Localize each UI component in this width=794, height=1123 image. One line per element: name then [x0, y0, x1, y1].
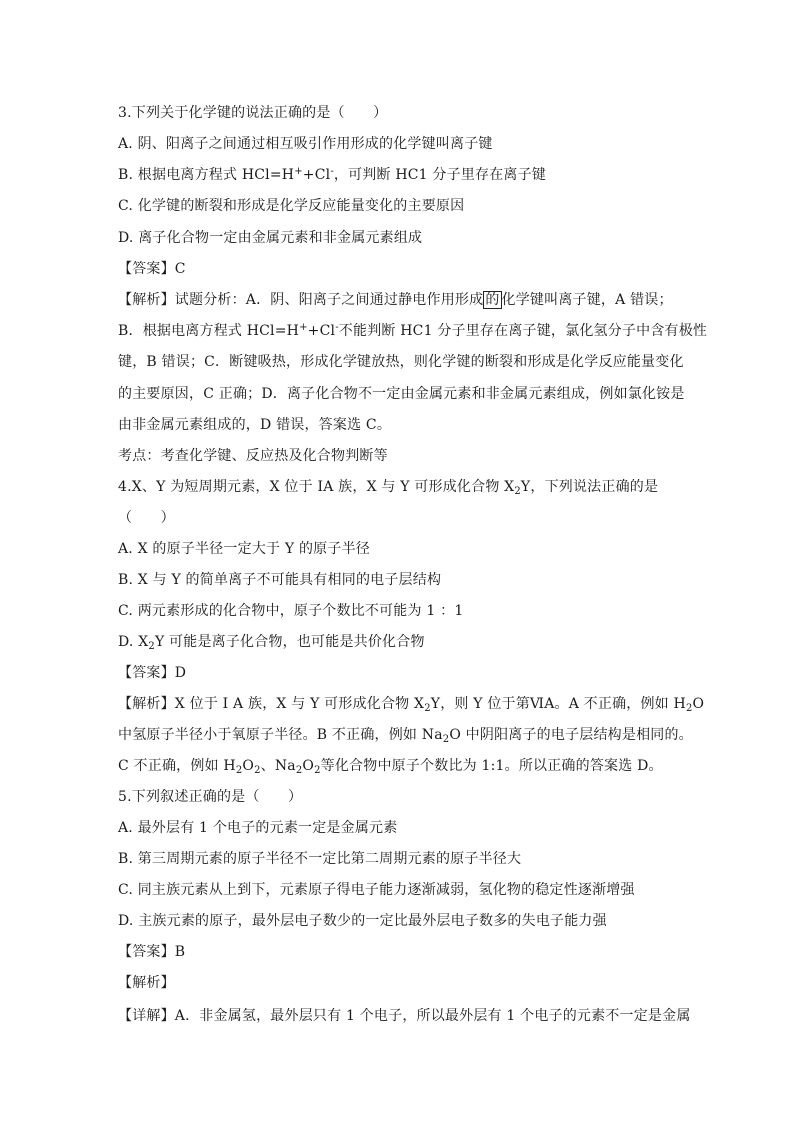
- q5-option-d: D. 主族元素的原子，最外层电子数少的一定比最外层电子数多的失电子能力强: [118, 913, 607, 929]
- q5-answer: 【答案】B: [118, 944, 186, 960]
- q4-analysis-line-3: C 不正确，例如 $H_2O_2$、$Na_2O_2$等化合物中原子个数比为 1:1。所以正确的答案选 D。: [118, 758, 663, 776]
- q3-analysis-line-4: 的主要原因，C 正确；D．离子化合物不一定由金属元素和非金属元素组成，例如氯化铵是: [118, 386, 685, 402]
- q4-option-b: B. X 与 Y 的简单离子不可能具有相同的电子层结构: [118, 572, 442, 588]
- q3-analysis-line-5: 由非金属元素组成的，D 错误，答案选 C。: [118, 417, 392, 433]
- q4-stem: 4.X、Y 为短周期元素，X 位于 IA 族，X 与 Y 可形成化合物 $X_2Y$，下列说法正确的是: [118, 479, 659, 497]
- q3-option-c: C. 化学键的断裂和形成是化学反应能量变化的主要原因: [118, 198, 465, 214]
- q4-option-d: D. $X_2Y$ 可能是离子化合物，也可能是共价化合物: [118, 634, 425, 652]
- boxed-character: 的: [485, 292, 500, 308]
- q3-analysis-line-2: B．根据电离方程式 HCl=H++Cl-不能判断 HC1 分子里存在离子键，氯化氢分子中含有极性: [118, 322, 708, 339]
- q3-analysis-line-3: 键，B 错误；C．断键吸热，形成化学键放热，则化学键的断裂和形成是化学反应能量变化: [118, 354, 684, 370]
- q4-analysis-line-1: 【解析】X 位于 I A 族，X 与 Y 可形成化合物 $X_2Y$，则 Y 位于第ⅥA。A 不正确，例如 $H_2O$: [118, 696, 705, 714]
- q3-option-a: A. 阴、阳离子之间通过相互吸引作用形成的化学键叫离子键: [118, 136, 493, 152]
- q5-analysis-label: 【解析】: [118, 975, 175, 991]
- q5-option-c: C. 同主族元素从上到下，元素原子得电子能力逐渐减弱，氢化物的稳定性逐渐增强: [118, 882, 635, 898]
- q4-analysis-line-2: 中氢原子半径小于氧原子半径。B 不正确，例如 $Na_2O$ 中阴阳离子的电子层结构是相同的。: [118, 727, 693, 745]
- q4-option-a: A. X 的原子半径一定大于 Y 的原子半径: [118, 541, 370, 557]
- q3-topic: 考点：考查化学键、反应热及化合物判断等: [118, 448, 388, 464]
- q4-answer: 【答案】D: [118, 665, 187, 681]
- q5-option-b: B. 第三周期元素的原子半径不一定比第二周期元素的原子半径大: [118, 851, 522, 867]
- q5-option-a: A. 最外层有 1 个电子的元素一定是金属元素: [118, 820, 398, 836]
- q5-stem: 5.下列叙述正确的是（ ）: [118, 789, 303, 805]
- q3-option-b: B. 根据电离方程式 HCl=H++Cl-，可判断 HC1 分子里存在离子键: [118, 166, 547, 183]
- q5-detail: 【详解】A．非金属氢，最外层只有 1 个电子，所以最外层有 1 个电子的元素不一定是金属: [118, 1008, 691, 1024]
- q3-option-d: D. 离子化合物一定由金属元素和非金属元素组成: [118, 230, 423, 246]
- q3-analysis-line-1: 【解析】试题分析：A．阴、阳离子之间通过静电作用形成 的 化学键叫离子键，A 错误；: [118, 292, 673, 308]
- q3-stem: 3.下列关于化学键的说法正确的是（ ）: [118, 105, 388, 121]
- q3-answer: 【答案】C: [118, 261, 186, 277]
- q4-option-c: C. 两元素形成的化合物中，原子个数比不可能为 1 ：1: [118, 603, 464, 619]
- q4-stem-paren: （ ）: [118, 510, 175, 526]
